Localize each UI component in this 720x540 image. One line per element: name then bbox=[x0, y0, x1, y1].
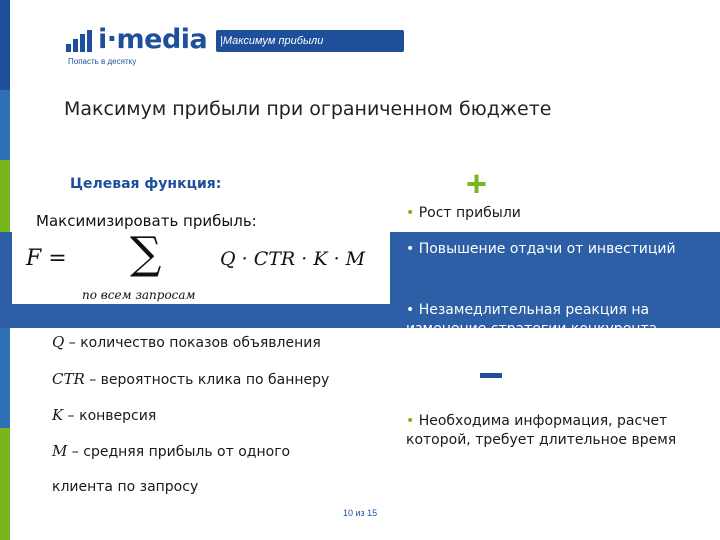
logo-wordmark: i·media bbox=[98, 24, 208, 55]
formula-subscript: по всем запросам bbox=[82, 288, 196, 302]
bullet-icon: • bbox=[406, 205, 419, 221]
pro-item bbox=[406, 301, 706, 339]
definition-text: – количество показов объявления bbox=[64, 335, 321, 351]
minus-icon bbox=[480, 373, 502, 378]
formula-lhs: F = bbox=[26, 246, 67, 271]
objective-text: Максимизировать прибыль: bbox=[36, 212, 257, 230]
imedia-logo bbox=[66, 26, 206, 72]
definition-k bbox=[52, 406, 156, 424]
definition-symbol: CTR bbox=[52, 370, 85, 388]
con-item-text: Необходима информация, расчет которой, требует длительное время bbox=[406, 413, 677, 448]
pro-item bbox=[406, 204, 706, 223]
profit-formula bbox=[12, 228, 390, 304]
logo-tagline: Попасть в десятку bbox=[68, 57, 137, 66]
pro-item-text: Повышение отдачи от инвестиций bbox=[418, 241, 676, 257]
definition-symbol: Q bbox=[52, 333, 65, 351]
definition-symbol: K bbox=[52, 406, 64, 424]
page-counter: 10 из 15 bbox=[343, 508, 378, 518]
con-item bbox=[406, 412, 706, 450]
definition-text: – вероятность клика по баннеру bbox=[84, 372, 330, 388]
definition-symbol: M bbox=[52, 442, 68, 460]
bullet-icon: • bbox=[406, 302, 419, 318]
formula-rhs: Q · CTR · K · M bbox=[220, 248, 366, 270]
bullet-icon: • bbox=[406, 413, 419, 429]
definition-text: – конверсия bbox=[63, 408, 157, 424]
plus-icon: + bbox=[466, 163, 488, 204]
logo-bars-icon bbox=[66, 30, 96, 52]
definition-m bbox=[52, 442, 290, 460]
header-section-badge: |Максимум прибыли bbox=[216, 30, 404, 52]
pro-item-text: Рост прибыли bbox=[418, 205, 521, 221]
bullet-icon: • bbox=[406, 241, 419, 257]
slide-title: Максимум прибыли при ограниченном бюджете bbox=[64, 98, 552, 120]
objective-heading: Целевая функция: bbox=[70, 176, 222, 192]
definition-m-continued bbox=[52, 479, 198, 495]
pro-item bbox=[406, 240, 706, 259]
definition-text: клиента по запросу bbox=[52, 479, 199, 495]
pro-item-text: Незамедлительная реакция на изменение стратегии конкурента bbox=[406, 302, 658, 337]
definition-ctr bbox=[52, 370, 329, 388]
definition-text: – средняя прибыль от одного bbox=[67, 444, 291, 460]
definition-q bbox=[52, 333, 321, 351]
sum-icon: ∑ bbox=[130, 228, 162, 279]
